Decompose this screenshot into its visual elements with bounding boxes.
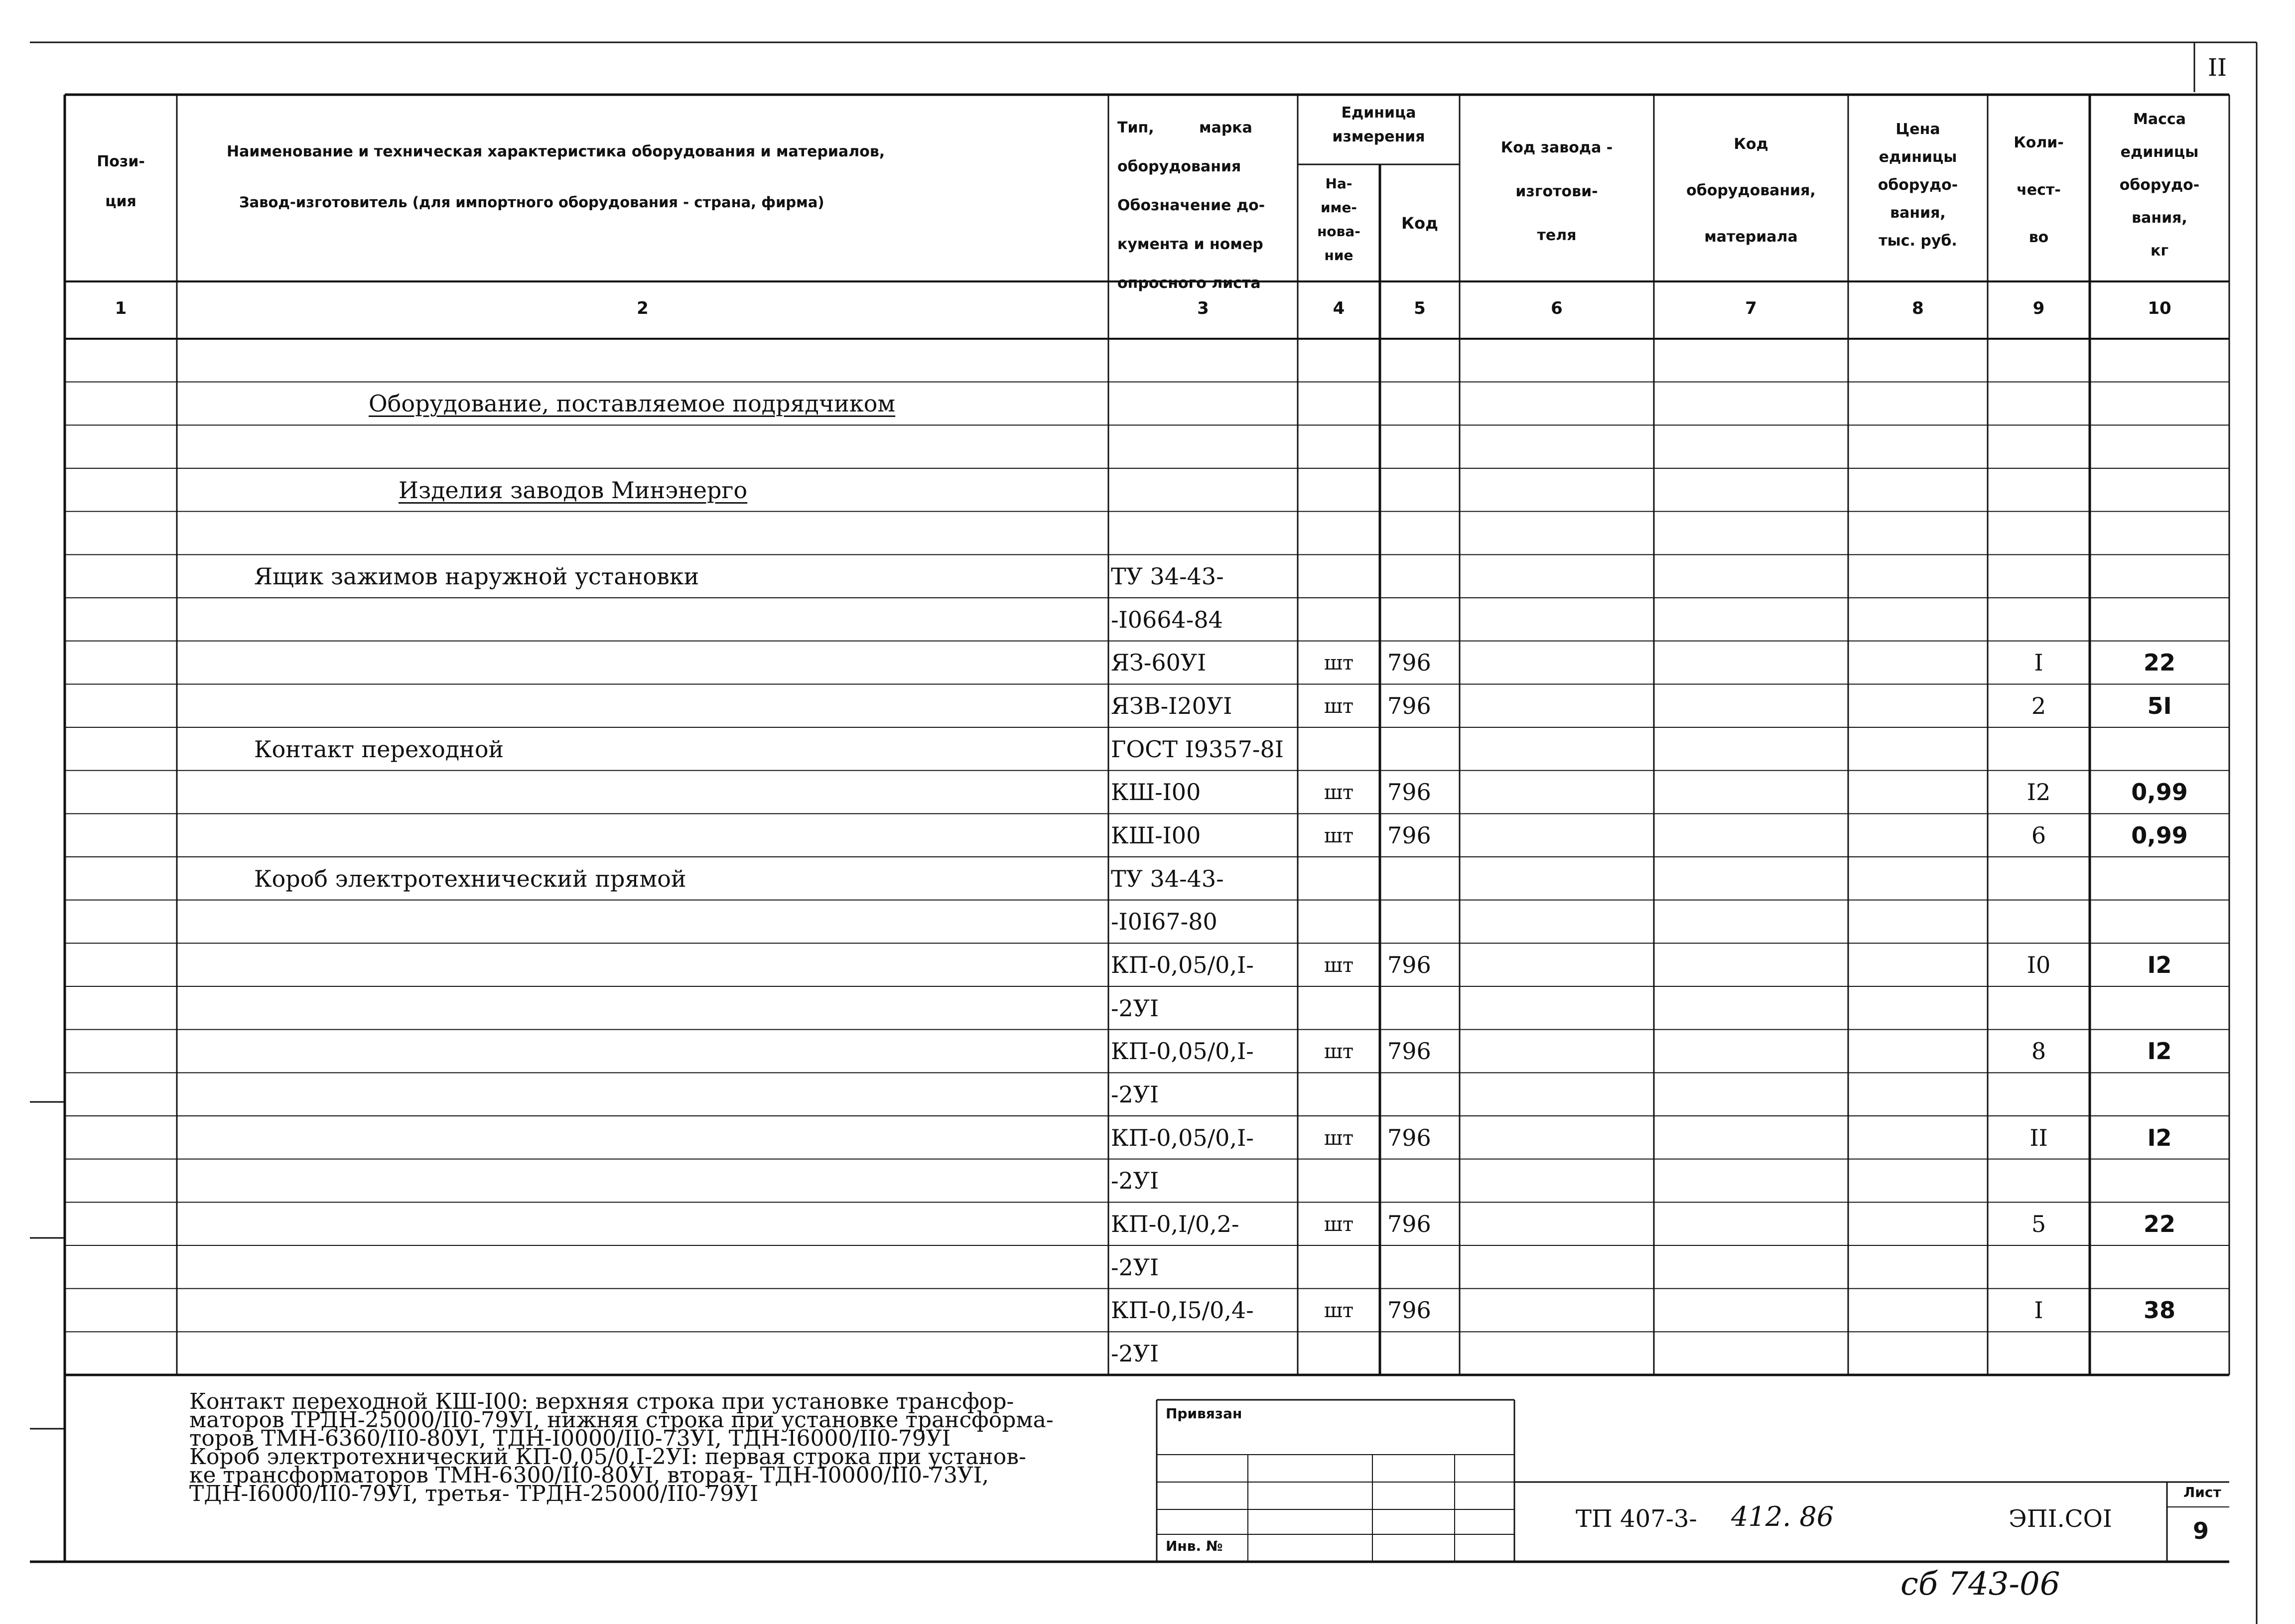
item-type: КП-0,05/0,I- — [1111, 1038, 1254, 1065]
header-price-line: оборудо- — [1878, 176, 1958, 194]
header-mass-line: оборудо- — [2119, 176, 2200, 194]
column-number: 3 — [1197, 298, 1209, 318]
header-type-line: Обозначение до- — [1117, 197, 1265, 214]
item-unit: шт — [1324, 1213, 1354, 1236]
section-heading: Изделия заводов Минэнерго — [399, 476, 748, 504]
item-quantity: I2 — [2026, 779, 2051, 806]
header-equip-code-line: материала — [1704, 228, 1798, 246]
header-equip-code-line: Код — [1734, 135, 1768, 153]
header-type-line: кумента и номер — [1117, 236, 1263, 253]
item-unit: шт — [1324, 1126, 1354, 1150]
column-number: 2 — [637, 298, 649, 318]
item-mass: I2 — [2147, 1124, 2172, 1151]
item-type: -I0664-84 — [1111, 606, 1223, 633]
item-unit-code: 796 — [1387, 692, 1431, 719]
sheet-code: ЭПI.COI — [2009, 1505, 2112, 1533]
item-quantity: II — [2029, 1124, 2048, 1151]
header-qty-line: Коли- — [2014, 134, 2064, 151]
header-mass-line: Масса — [2133, 111, 2186, 128]
item-type: ЯЗ-60УI — [1111, 649, 1207, 677]
column-number: 6 — [1551, 298, 1563, 318]
doc-code-prefix: ТП 407-3- — [1576, 1505, 1697, 1533]
header-position-line: ция — [105, 193, 136, 210]
item-type: -2УI — [1111, 1253, 1159, 1281]
item-unit: шт — [1324, 824, 1354, 847]
doc-code-handwritten: 412. 86 — [1731, 1501, 1834, 1532]
item-type: КП-0,I5/0,4- — [1111, 1297, 1254, 1324]
item-mass: 22 — [2143, 1211, 2175, 1237]
item-mass: I2 — [2147, 1038, 2172, 1065]
handwritten-mark: сб 743-06 — [1900, 1566, 2060, 1603]
column-number: 8 — [1912, 298, 1924, 318]
item-type: КП-0,05/0,I- — [1111, 1124, 1254, 1151]
item-unit-code: 796 — [1387, 779, 1431, 806]
item-mass: 38 — [2143, 1297, 2175, 1324]
footnote-line: торов ТМН-6360/II0-80УI, ТДН-I0000/II0-73УI, ТДН-I6000/II0-79УI — [189, 1426, 951, 1451]
header-unit-group-line: измерения — [1332, 128, 1425, 145]
item-type: -I0I67-80 — [1111, 908, 1217, 936]
header-qty-line: чест- — [2017, 181, 2061, 199]
item-quantity: I0 — [2026, 951, 2051, 978]
column-number: 4 — [1333, 298, 1345, 318]
footnote-line: Контакт переходной КШ-I00: верхняя строка при установке трансфор- — [189, 1389, 1014, 1414]
item-unit: шт — [1324, 781, 1354, 805]
item-type: КШ-I00 — [1111, 822, 1201, 849]
item-type: ЯЗВ-I20УI — [1111, 692, 1232, 719]
header-type-line: оборудования — [1117, 158, 1241, 175]
column-number: 9 — [2032, 298, 2045, 318]
header-name-line: Завод-изготовитель (для импортного оборудования - страна, фирма) — [239, 194, 824, 211]
item-mass: 22 — [2143, 649, 2175, 677]
item-type: -2УI — [1111, 1081, 1159, 1108]
header-qty-line: во — [2028, 229, 2049, 246]
item-unit: шт — [1324, 695, 1354, 718]
item-quantity: I — [2034, 1297, 2043, 1324]
header-type-line: опросного листа — [1117, 274, 1261, 292]
header-maker-code-line: теля — [1537, 227, 1577, 244]
item-mass: 0,99 — [2131, 779, 2188, 806]
sheet-label: Лист — [2183, 1484, 2221, 1500]
sheet-number: 9 — [2193, 1517, 2209, 1544]
item-unit-code: 796 — [1387, 822, 1431, 849]
header-price-line: тыс. руб. — [1879, 232, 1957, 250]
column-number: 7 — [1745, 298, 1757, 318]
header-maker-code-line: изготови- — [1515, 183, 1598, 200]
linked-label: Привязан — [1166, 1405, 1242, 1422]
item-mass: I2 — [2147, 951, 2172, 978]
header-equip-code-line: оборудования, — [1686, 182, 1816, 199]
item-quantity: 5 — [2031, 1211, 2046, 1237]
header-unit-code: Код — [1401, 214, 1438, 233]
header-mass-line: вания, — [2132, 209, 2187, 227]
item-quantity: I — [2034, 649, 2043, 677]
item-type: -2УI — [1111, 994, 1159, 1022]
header-unit-name-line: На- — [1325, 175, 1352, 192]
header-unit-group-line: Единица — [1341, 104, 1416, 122]
item-quantity: 2 — [2031, 692, 2046, 719]
item-unit: шт — [1324, 1040, 1354, 1064]
item-name: Ящик зажимов наружной установки — [254, 563, 699, 590]
item-type: КП-0,I/0,2- — [1111, 1211, 1239, 1237]
footnote-line: Короб электротехнический КП-0,05/0,I-2УI: первая строка при установ- — [189, 1444, 1026, 1470]
header-price-line: Цена — [1895, 121, 1940, 138]
column-number: 10 — [2148, 298, 2171, 318]
header-position-line: Пози- — [97, 153, 145, 170]
item-unit-code: 796 — [1387, 1124, 1431, 1151]
header-unit-name-line: нова- — [1317, 223, 1360, 240]
item-quantity: 6 — [2031, 822, 2046, 849]
section-heading: Оборудование, поставляемое подрядчиком — [369, 390, 896, 417]
item-unit-code: 796 — [1387, 1297, 1431, 1324]
inventory-label: Инв. № — [1166, 1538, 1223, 1554]
item-unit: шт — [1324, 954, 1354, 977]
item-unit-code: 796 — [1387, 1038, 1431, 1065]
item-name: Контакт переходной — [254, 735, 504, 763]
header-type-line: Тип, марка — [1117, 119, 1252, 136]
header-unit-name-line: име- — [1320, 199, 1357, 216]
footnote-line: маторов ТРДН-25000/II0-79УI, нижняя строка при установке трансформа- — [189, 1407, 1054, 1433]
item-mass: 5I — [2147, 692, 2172, 719]
item-type: КП-0,05/0,I- — [1111, 951, 1254, 978]
item-quantity: 8 — [2031, 1038, 2046, 1065]
header-mass-line: единицы — [2120, 143, 2199, 161]
header-price-line: единицы — [1879, 148, 1957, 166]
item-type: ТУ 34-43- — [1111, 563, 1224, 590]
header-unit-name-line: ние — [1324, 247, 1353, 264]
footnote-line: ТДН-I6000/II0-79УI, третья- ТРДН-25000/II0-79УI — [189, 1481, 759, 1506]
header-price-line: вания, — [1890, 204, 1946, 222]
item-type: -2УI — [1111, 1340, 1159, 1367]
item-type: -2УI — [1111, 1167, 1159, 1195]
item-mass: 0,99 — [2131, 822, 2188, 849]
footnote-line: ке трансформаторов ТМН-6300/II0-80УI, вторая- ТДН-I0000/II0-73УI, — [189, 1463, 989, 1488]
column-number: 5 — [1414, 298, 1426, 318]
header-maker-code-line: Код завода - — [1500, 139, 1613, 156]
item-unit: шт — [1324, 652, 1354, 675]
item-unit-code: 796 — [1387, 1211, 1431, 1237]
item-unit-code: 796 — [1387, 951, 1431, 978]
column-number: 1 — [115, 298, 127, 318]
item-type: ГОСТ I9357-8I — [1111, 735, 1284, 763]
header-name-line: Наименование и техническая характеристика оборудования и материалов, — [227, 143, 885, 160]
item-unit: шт — [1324, 1299, 1354, 1323]
item-type: КШ-I00 — [1111, 779, 1201, 806]
item-name: Короб электротехнический прямой — [254, 865, 686, 892]
sheet-number-top: II — [2208, 54, 2227, 82]
item-type: ТУ 34-43- — [1111, 865, 1224, 892]
item-unit-code: 796 — [1387, 649, 1431, 677]
header-mass-line: кг — [2150, 242, 2169, 260]
